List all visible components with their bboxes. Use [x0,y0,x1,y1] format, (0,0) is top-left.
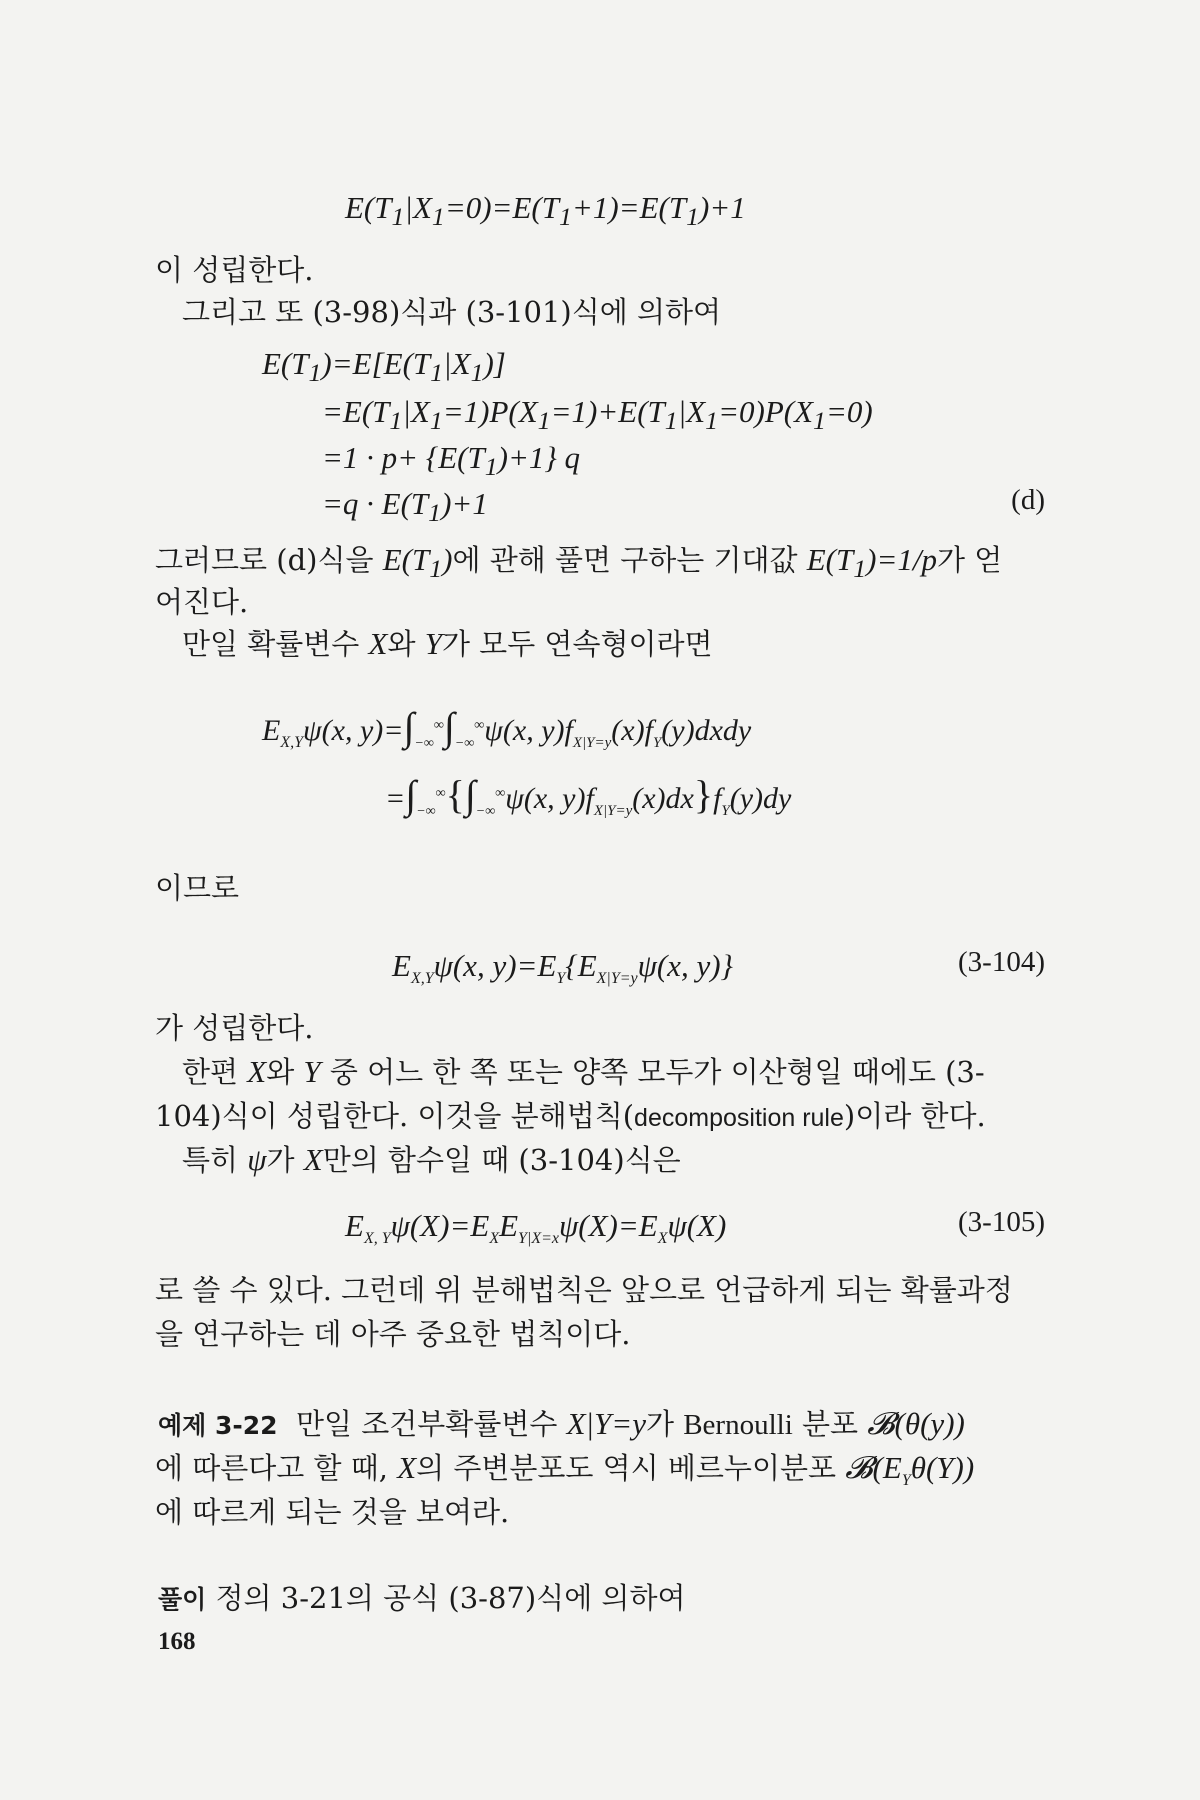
solution-label: 풀이 [158,1585,207,1614]
equation-line: $=q \cdot E(T_1)+1$ [322,486,488,528]
solution-block [158,1578,685,1620]
equation-number: (d) [1011,484,1045,516]
paragraph-text: 을 연구하는 데 아주 중요한 법칙이다. [155,1317,631,1351]
paragraph-text: 로 쓸 수 있다. 그런데 위 분해법칙은 앞으로 언급하게 되는 확률과정 [155,1273,1013,1307]
equation-top: $E(T_1|X_1=0)=E(T_1+1)=E(T_1)+1$ [345,190,746,232]
paragraph-text: 이므로 [155,871,240,905]
example-block: 예제 3-22 만일 조건부확률변수 X|Y=y가 Bernoulli 분포 𝓑(θ(y)) [158,1406,965,1441]
equation-number: (3-105) [958,1206,1045,1238]
equation-line: $E(T_1)=E[E(T_1|X_1)]$ [262,346,506,388]
equation-line: $=E(T_1|X_1=1)P(X_1=1)+E(T_1|X_1=0)P(X_1=0)$ [322,394,873,436]
paragraph-text: 만일 확률변수 X와 Y가 모두 연속형이라면 [182,626,713,661]
example-label: 예제 3-22 [158,1411,278,1440]
integral-equation: $=\int_{-\infty}^\infty\{\int_{-\infty}^\infty\psi(x$, $y)f_{X|Y=y}(x)dx\}f_Y(y)dy$ [385,772,792,819]
equation-3-104: $E_{X,Y}\psi(x$, $y)=E_Y\{E_{X|Y=y}\psi(x$, y)} [392,948,733,988]
paragraph-text: 그러므로 (d)식을 $E(T_1)$에 관해 풀면 구하는 기대값 $E(T_1)=1/p$가 얻 [155,542,1003,584]
paragraph-text: 그리고 또 (3-98)식과 (3-101)식에 의하여 [182,295,722,329]
paragraph-text: 가 성립한다. [155,1011,314,1045]
paragraph-text: 한편 X와 Y 중 어느 한 쪽 또는 양쪽 모두가 이산형일 때에도 (3- [182,1054,985,1089]
paragraph-text: 에 따른다고 할 때, X의 주변분포도 역시 베르누이분포 $𝓑(E_Y\theta(Y))$ [155,1450,975,1490]
integral-equation: $E_{X,Y}\psi(x$, $y)=\int_{-\infty}^\infty\int_{-\infty}^\infty\psi(x$, $y)f_{X|Y=y}(x)f_Y(y)dxdy$ [262,704,752,751]
paragraph-text: 104)식이 성립한다. 이것을 분해법칙(decomposition rule)이라 한다. [155,1099,986,1133]
paragraph-text: 특히 ψ가 X만의 함수일 때 (3-104)식은 [182,1142,681,1177]
equation-line: $=1 \cdot p+ \{E(T_1)+1\}$ q [322,440,581,482]
equation-number: (3-104) [958,946,1045,978]
paragraph-text: 에 따르게 되는 것을 보여라. [155,1495,510,1529]
page-number: 168 [158,1628,196,1655]
solution-text: 정의 3-21의 공식 (3-87)식에 의하여 [215,1581,686,1615]
equation-3-105: $E_{X, Y}\psi(X)=E_XE_{Y|X=x}\psi(X)=E_X\psi(X)$ [345,1208,727,1248]
paragraph-text: 이 성립한다. [155,253,314,287]
paragraph-text: 어진다. [155,585,249,619]
